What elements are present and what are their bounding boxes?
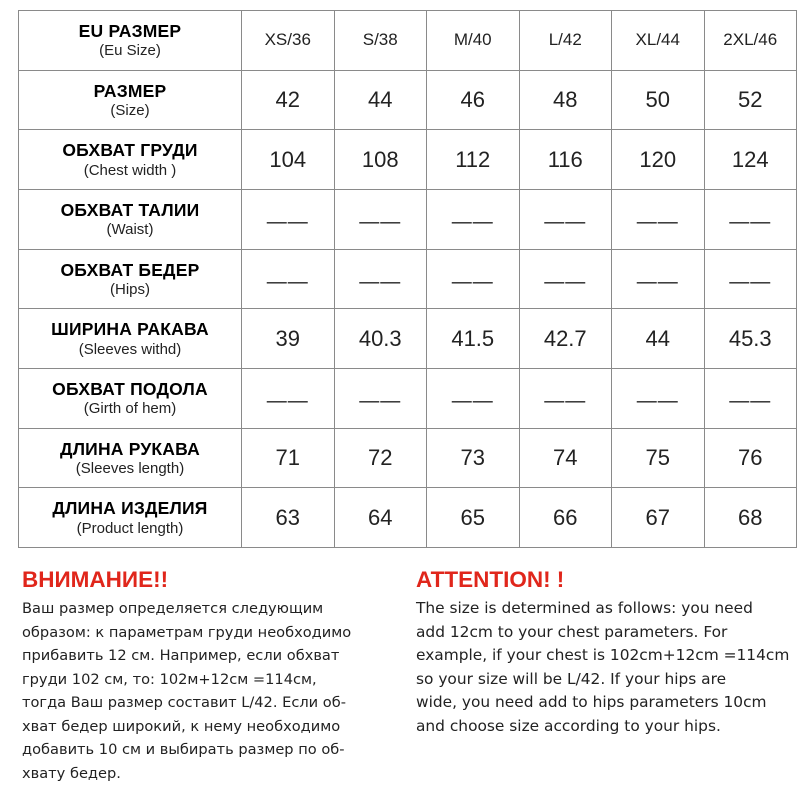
value-cell xyxy=(519,189,612,249)
value-cell xyxy=(427,249,520,309)
size-header-cell: L/42 xyxy=(519,11,612,71)
value-cell xyxy=(242,428,335,488)
measurement-value: 116 xyxy=(547,146,583,172)
empty-value-dash: —— xyxy=(636,390,679,413)
row-label-cell xyxy=(19,189,242,249)
value-cell xyxy=(612,309,705,369)
size-header-cell: S/38 xyxy=(334,11,427,71)
measurement-value: 68 xyxy=(738,504,763,530)
value-cell xyxy=(334,368,427,428)
header-row xyxy=(19,11,797,71)
empty-value-dash: —— xyxy=(451,211,494,234)
row-label-en: (Hips) xyxy=(110,280,150,298)
measurement-value: 108 xyxy=(361,146,399,172)
size-header-cell: XS/36 xyxy=(242,11,335,71)
measurement-value: 124 xyxy=(731,146,769,172)
row-label-ru: ОБХВАТ ПОДОЛА xyxy=(52,379,208,400)
measurement-value: 104 xyxy=(269,146,307,172)
header-label-cell xyxy=(19,11,242,71)
size-chart-body xyxy=(19,11,797,548)
value-cell xyxy=(612,488,705,548)
empty-value-dash: —— xyxy=(729,270,772,293)
value-cell xyxy=(334,488,427,548)
row-label-en: (Girth of hem) xyxy=(83,400,177,418)
value-cell xyxy=(704,488,797,548)
empty-value-dash: —— xyxy=(266,211,309,234)
row-label-en: (Sleeves withd) xyxy=(78,340,182,358)
empty-value-dash: —— xyxy=(729,390,772,413)
value-cell xyxy=(427,368,520,428)
row-label-ru: ОБХВАТ ГРУДИ xyxy=(62,140,198,161)
value-cell xyxy=(334,309,427,369)
measurement-row xyxy=(19,130,797,190)
size-header-cell: M/40 xyxy=(427,11,520,71)
value-cell xyxy=(612,428,705,488)
empty-value-dash: —— xyxy=(544,390,587,413)
value-cell xyxy=(334,428,427,488)
value-cell xyxy=(612,70,705,130)
row-label-cell xyxy=(19,130,242,190)
empty-value-dash: —— xyxy=(729,211,772,234)
value-cell xyxy=(704,130,797,190)
measurement-row xyxy=(19,368,797,428)
measurement-value: 45.3 xyxy=(728,325,772,351)
value-cell xyxy=(427,130,520,190)
measurement-value: 52 xyxy=(738,86,763,112)
empty-value-dash: —— xyxy=(451,390,494,413)
value-cell xyxy=(242,130,335,190)
value-cell xyxy=(427,488,520,548)
value-cell xyxy=(427,428,520,488)
value-cell xyxy=(519,309,612,369)
value-cell xyxy=(612,249,705,309)
value-cell xyxy=(242,70,335,130)
value-cell xyxy=(242,488,335,548)
measurement-value: 66 xyxy=(553,504,578,530)
value-cell xyxy=(704,70,797,130)
measurement-value: 44 xyxy=(368,86,393,112)
row-label-en: (Waist) xyxy=(106,221,154,239)
row-label-cell xyxy=(19,488,242,548)
measurement-value: 48 xyxy=(553,86,578,112)
row-label-cell xyxy=(19,368,242,428)
header-label-ru: EU РАЗМЕР xyxy=(78,21,182,42)
empty-value-dash: —— xyxy=(359,270,402,293)
value-cell xyxy=(704,428,797,488)
empty-value-dash: —— xyxy=(266,270,309,293)
empty-value-dash: —— xyxy=(636,211,679,234)
value-cell xyxy=(612,368,705,428)
measurement-row xyxy=(19,70,797,130)
attention-body-ru: Ваш размер определяется следующим образом: к параметрам груди необходимо прибавить 12 см. Например, если обхват груди 102 см, то: 102м+12см =114см, тогда Ваш размер составит L/42. Если об- хват бедер широкий, к нему необходимо добавить 10 см и выбирать размер по об- хвату бедер. xyxy=(22,600,352,782)
header-label-en: (Eu Size) xyxy=(99,42,161,60)
attention-title-ru: ВНИМАНИЕ!! xyxy=(22,567,169,592)
value-cell xyxy=(519,130,612,190)
value-cell xyxy=(704,189,797,249)
measurement-value: 65 xyxy=(460,504,485,530)
measurement-row xyxy=(19,309,797,369)
value-cell xyxy=(334,189,427,249)
row-label-cell xyxy=(19,249,242,309)
attention-note-ru xyxy=(22,566,407,785)
row-label-en: (Size) xyxy=(110,101,150,119)
measurement-value: 112 xyxy=(455,146,491,172)
row-label-cell xyxy=(19,70,242,130)
measurement-value: 75 xyxy=(645,444,670,470)
measurement-value: 42.7 xyxy=(543,325,587,351)
measurement-row xyxy=(19,488,797,548)
measurement-value: 76 xyxy=(738,444,763,470)
empty-value-dash: —— xyxy=(359,390,402,413)
size-header-cell: 2XL/46 xyxy=(704,11,797,71)
value-cell xyxy=(704,249,797,309)
row-label-en: (Chest width ) xyxy=(83,161,177,179)
size-chart-table xyxy=(18,10,797,548)
measurement-value: 120 xyxy=(639,146,677,172)
value-cell xyxy=(519,249,612,309)
measurement-value: 64 xyxy=(368,504,393,530)
measurement-value: 63 xyxy=(275,504,300,530)
measurement-value: 73 xyxy=(460,444,485,470)
measurement-row xyxy=(19,189,797,249)
row-label-cell xyxy=(19,428,242,488)
measurement-value: 50 xyxy=(645,86,670,112)
row-label-ru: ОБХВАТ БЕДЕР xyxy=(60,259,200,280)
value-cell xyxy=(427,189,520,249)
measurement-value: 67 xyxy=(645,504,670,530)
attention-body-en: The size is determined as follows: you need add 12cm to your chest parameters. For example, if your chest is 102cm+12cm =114cm so your size will be L/42. If your hips are wide, you need add to hips parameters 10cm and choose size according to your hips. xyxy=(416,599,790,735)
measurement-value: 42 xyxy=(275,86,300,112)
measurement-value: 44 xyxy=(645,325,670,351)
value-cell xyxy=(519,70,612,130)
measurement-value: 71 xyxy=(275,444,300,470)
value-cell xyxy=(334,70,427,130)
value-cell xyxy=(242,309,335,369)
value-cell xyxy=(519,428,612,488)
size-header-cell: XL/44 xyxy=(612,11,705,71)
value-cell xyxy=(334,130,427,190)
attention-title-en: ATTENTION! ! xyxy=(416,567,565,592)
row-label-ru: ОБХВАТ ТАЛИИ xyxy=(60,200,200,221)
row-label-en: (Sleeves length) xyxy=(75,459,185,477)
value-cell xyxy=(242,249,335,309)
value-cell xyxy=(704,309,797,369)
value-cell xyxy=(242,368,335,428)
empty-value-dash: —— xyxy=(544,270,587,293)
row-label-ru: ДЛИНА ИЗДЕЛИЯ xyxy=(52,498,208,519)
measurement-row xyxy=(19,428,797,488)
measurement-value: 40.3 xyxy=(358,325,402,351)
measurement-row xyxy=(19,249,797,309)
row-label-ru: ШИРИНА РАКАВА xyxy=(51,319,209,340)
value-cell xyxy=(704,368,797,428)
empty-value-dash: —— xyxy=(544,211,587,234)
value-cell xyxy=(519,488,612,548)
row-label-ru: РАЗМЕР xyxy=(93,80,167,101)
value-cell xyxy=(427,70,520,130)
value-cell xyxy=(519,368,612,428)
row-label-ru: ДЛИНА РУКАВА xyxy=(60,438,200,459)
measurement-value: 46 xyxy=(460,86,485,112)
measurement-value: 72 xyxy=(368,444,393,470)
row-label-cell xyxy=(19,309,242,369)
measurement-value: 41.5 xyxy=(451,325,495,351)
value-cell xyxy=(427,309,520,369)
empty-value-dash: —— xyxy=(451,270,494,293)
value-cell xyxy=(612,130,705,190)
value-cell xyxy=(334,249,427,309)
value-cell xyxy=(242,189,335,249)
empty-value-dash: —— xyxy=(636,270,679,293)
measurement-value: 39 xyxy=(275,325,300,351)
row-label-en: (Product length) xyxy=(76,519,184,537)
empty-value-dash: —— xyxy=(266,390,309,413)
empty-value-dash: —— xyxy=(359,211,402,234)
measurement-value: 74 xyxy=(553,444,578,470)
attention-note-en xyxy=(416,566,798,738)
value-cell xyxy=(612,189,705,249)
